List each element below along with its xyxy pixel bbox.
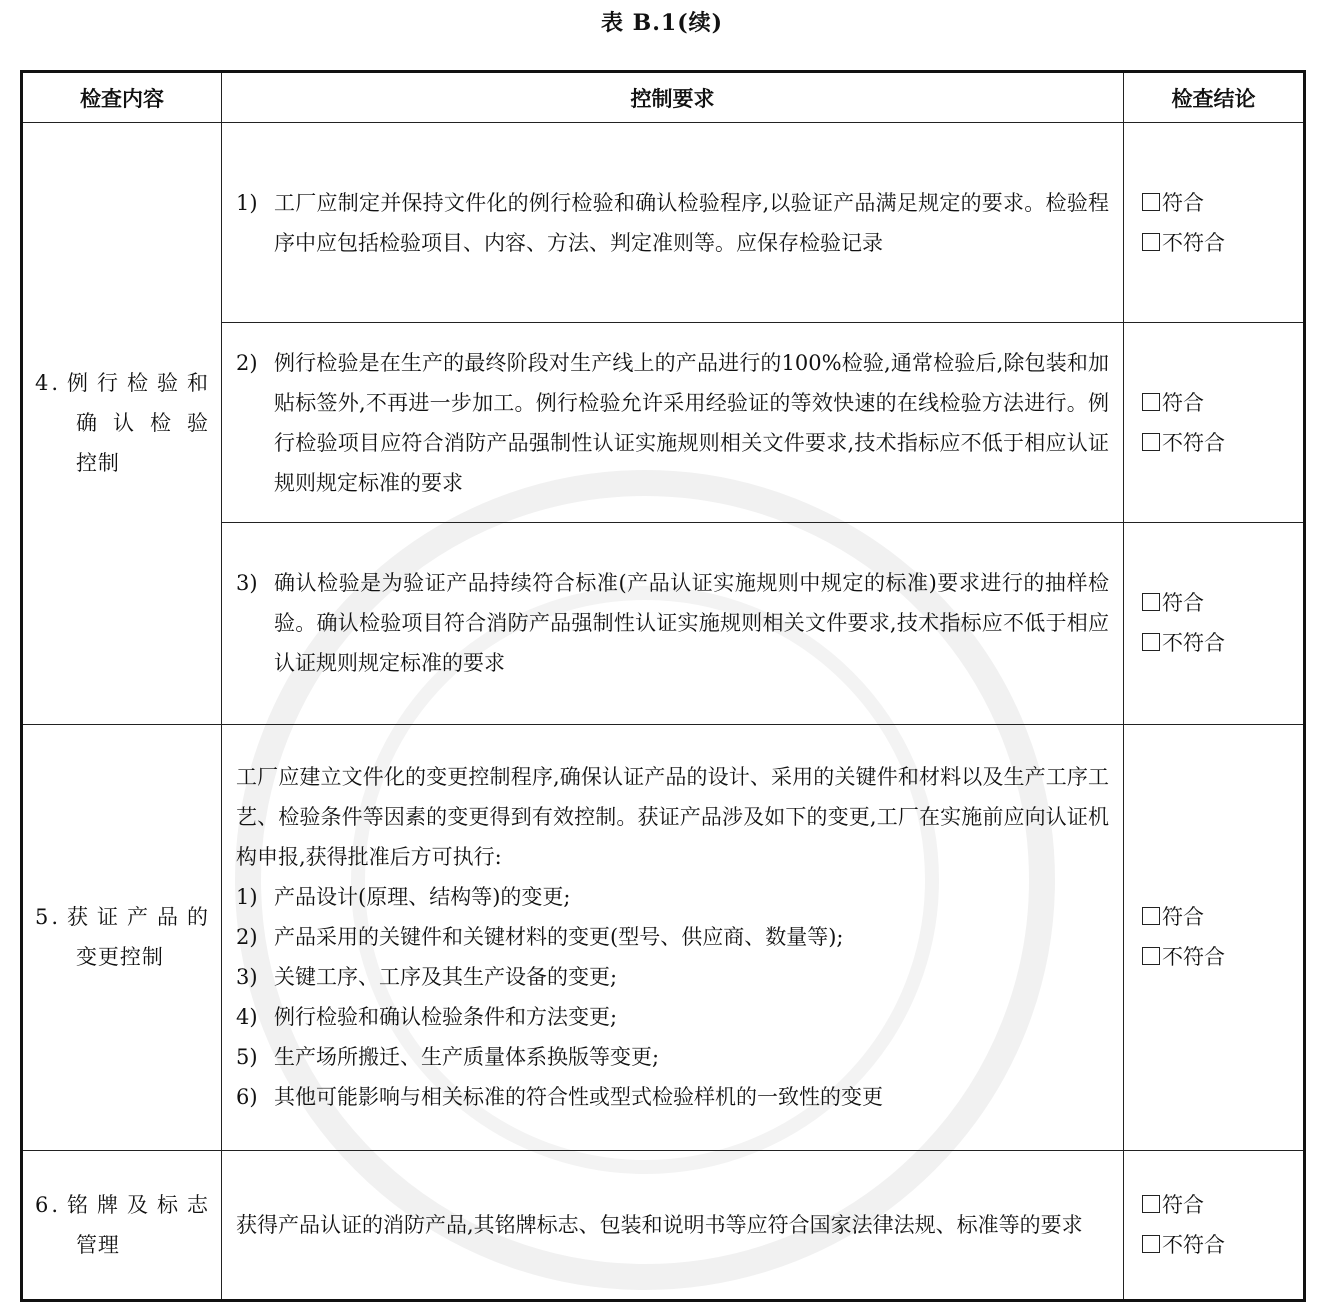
- item-text: 产品设计(原理、结构等)的变更;: [274, 885, 571, 910]
- requirement-cell: [222, 1150, 1124, 1300]
- checkbox-label: 不符合: [1162, 945, 1225, 970]
- list-item: [236, 343, 1109, 503]
- checkbox-label: 符合: [1162, 591, 1204, 616]
- requirement-cell: [222, 523, 1124, 724]
- list-item: [236, 917, 1109, 957]
- checkbox-conform[interactable]: [1142, 183, 1303, 223]
- table-row: [22, 123, 1305, 323]
- checkbox-icon: [1142, 593, 1160, 611]
- checkbox-nonconform[interactable]: [1142, 937, 1303, 977]
- list-item: [236, 877, 1109, 917]
- checkbox-icon: [1142, 947, 1160, 965]
- item-text: 例行检验是在生产的最终阶段对生产线上的产品进行的100%检验,通常检验后,除包装和加贴标签外,不再进一步加工。例行检验允许采用经验证的等效快速的在线检验方法进行。例行检验项目应符合消防产品强制性认证实施规则相关文件要求,技术指标应不低于相应认证规则规定标准的要求: [274, 350, 1109, 495]
- item-number: 2): [236, 925, 258, 950]
- item-line: 确认检验: [75, 411, 211, 436]
- checkbox-label: 不符合: [1162, 230, 1225, 255]
- item-number: 3): [236, 571, 258, 596]
- checkbox-conform[interactable]: [1142, 383, 1303, 423]
- header-inspection-content: 检查内容: [22, 72, 222, 123]
- item-text: 工厂应制定并保持文件化的例行检验和确认检验程序,以验证产品满足规定的要求。检验程序中应包括检验项目、内容、方法、判定准则等。应保存检验记录: [274, 190, 1109, 255]
- checkbox-conform[interactable]: [1142, 1185, 1303, 1225]
- header-inspection-conclusion: 检查结论: [1124, 72, 1305, 123]
- item-line: 4.例行检验和: [35, 371, 211, 396]
- item-text: 其他可能影响与相关标准的符合性或型式检验样机的一致性的变更: [274, 1085, 883, 1110]
- checkbox-icon: [1142, 1195, 1160, 1213]
- item-line: 控制: [75, 451, 120, 476]
- inspection-item-6: [22, 1150, 222, 1300]
- table-row: [22, 1150, 1305, 1300]
- checkbox-conform[interactable]: [1142, 583, 1303, 623]
- checkbox-label: 不符合: [1162, 1232, 1225, 1257]
- item-number: 4): [236, 1005, 258, 1030]
- item-number: 5): [236, 1045, 258, 1070]
- change-control-intro: 工厂应建立文件化的变更控制程序,确保认证产品的设计、采用的关键件和材料以及生产工序工艺、检验条件等因素的变更得到有效控制。获证产品涉及如下的变更,工厂在实施前应向认证机构申报,获得批准后方可执行:: [236, 765, 1109, 870]
- checkbox-nonconform[interactable]: [1142, 1225, 1303, 1265]
- item-number: 3): [236, 965, 258, 990]
- table-header-row: [22, 72, 1305, 123]
- checkbox-icon: [1142, 907, 1160, 925]
- requirement-cell: [222, 724, 1124, 1150]
- nameplate-requirement: 获得产品认证的消防产品,其铭牌标志、包装和说明书等应符合国家法律法规、标准等的要求: [236, 1212, 1083, 1237]
- checkbox-label: 符合: [1162, 190, 1204, 215]
- item-text: 产品采用的关键件和关键材料的变更(型号、供应商、数量等);: [274, 925, 844, 950]
- checkbox-icon: [1142, 633, 1160, 651]
- requirement-cell: [222, 123, 1124, 323]
- checkbox-icon: [1142, 393, 1160, 411]
- list-item: [236, 1077, 1109, 1117]
- item-text: 例行检验和确认检验条件和方法变更;: [274, 1005, 618, 1030]
- item-line: 6.铭牌及标志: [35, 1192, 211, 1217]
- inspection-table: [20, 70, 1306, 1302]
- inspection-item-5: [22, 724, 222, 1150]
- item-text: 确认检验是为验证产品持续符合标准(产品认证实施规则中规定的标准)要求进行的抽样检验。确认检验项目符合消防产品强制性认证实施规则相关文件要求,技术指标应不低于相应认证规则规定标准的要求: [274, 571, 1109, 676]
- item-line: 变更控制: [75, 945, 164, 970]
- list-item: [236, 563, 1109, 683]
- item-number: 1): [236, 885, 258, 910]
- checkbox-label: 不符合: [1162, 631, 1225, 656]
- table-title: 表 B.1(续): [600, 10, 724, 36]
- checkbox-label: 符合: [1162, 905, 1204, 930]
- checkbox-conform[interactable]: [1142, 897, 1303, 937]
- checkbox-nonconform[interactable]: [1142, 223, 1303, 263]
- item-number: 1): [236, 190, 258, 215]
- checkbox-icon: [1142, 233, 1160, 251]
- conclusion-cell: [1124, 323, 1305, 523]
- header-control-requirements: 控制要求: [222, 72, 1124, 123]
- conclusion-cell: [1124, 1150, 1305, 1300]
- checkbox-icon: [1142, 1235, 1160, 1253]
- checkbox-label: 符合: [1162, 1192, 1204, 1217]
- checkbox-label: 符合: [1162, 390, 1204, 415]
- checkbox-nonconform[interactable]: [1142, 623, 1303, 663]
- checkbox-icon: [1142, 193, 1160, 211]
- item-number: 2): [236, 350, 258, 375]
- checkbox-label: 不符合: [1162, 430, 1225, 455]
- item-text: 关键工序、工序及其生产设备的变更;: [274, 965, 618, 990]
- list-item: [236, 1037, 1109, 1077]
- inspection-item-4: [22, 123, 222, 724]
- requirement-cell: [222, 323, 1124, 523]
- conclusion-cell: [1124, 123, 1305, 323]
- checkbox-icon: [1142, 433, 1160, 451]
- conclusion-cell: [1124, 523, 1305, 724]
- list-item: [236, 183, 1109, 263]
- item-text: 生产场所搬迁、生产质量体系换版等变更;: [274, 1045, 660, 1070]
- checkbox-nonconform[interactable]: [1142, 423, 1303, 463]
- list-item: [236, 957, 1109, 997]
- list-item: [236, 997, 1109, 1037]
- item-number: 6): [236, 1085, 258, 1110]
- conclusion-cell: [1124, 724, 1305, 1150]
- item-line: 5.获证产品的: [35, 905, 211, 930]
- table-row: [22, 724, 1305, 1150]
- item-line: 管理: [75, 1232, 120, 1257]
